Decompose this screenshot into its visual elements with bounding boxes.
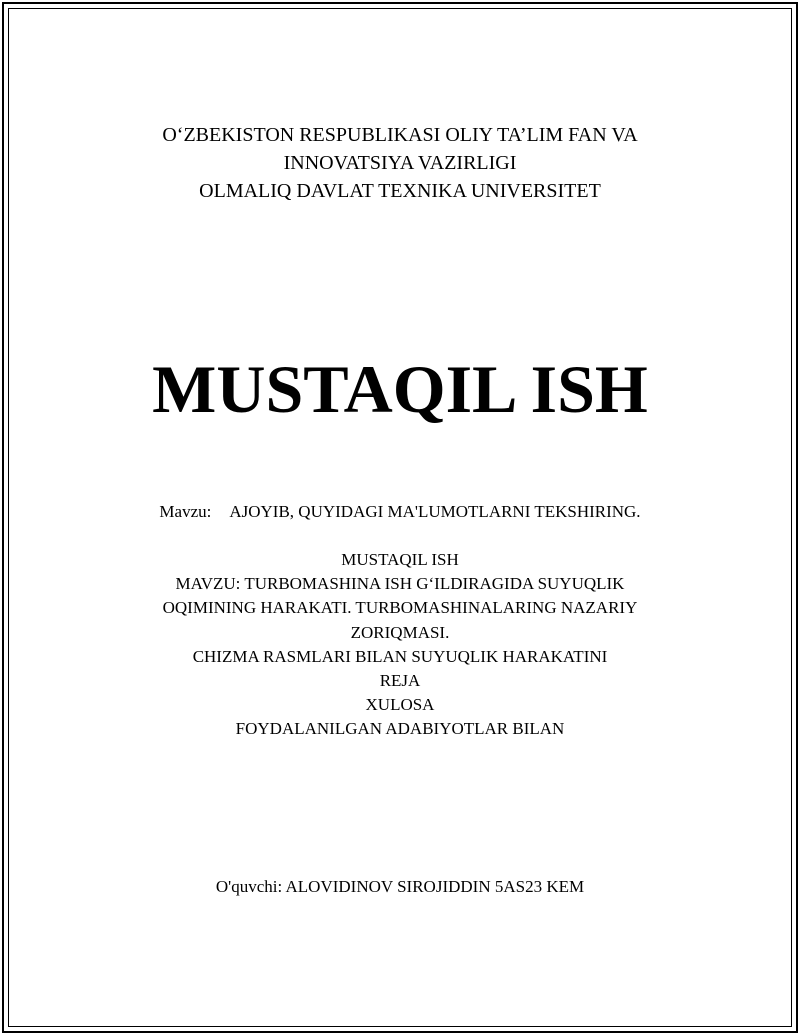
- institution-header: [0, 121, 800, 205]
- description-line: REJA: [379, 671, 421, 691]
- topic-label: Mavzu:: [159, 502, 212, 521]
- description-line: ZORIQMASI.: [350, 622, 450, 642]
- description-line: XULOSA: [365, 695, 435, 715]
- header-line-ministry-1: O‘ZBEKISTON RESPUBLIKASI OLIY TA’LIM FAN VA: [162, 124, 638, 146]
- header-line-university: OLMALIQ DAVLAT TEXNIKA UNIVERSITET: [199, 180, 601, 202]
- student-line: O'quvchi: ALOVIDINOV SIROJIDDIN 5AS23 KEM: [215, 877, 585, 896]
- header-line-ministry-2: INNOVATSIYA VAZIRLIGI: [283, 152, 517, 174]
- description-line: FOYDALANILGAN ADABIYOTLAR BILAN: [235, 719, 565, 739]
- topic-row: [0, 500, 800, 524]
- description-line: CHIZMA RASMLARI BILAN SUYUQLIK HARAKATINI: [192, 646, 608, 666]
- document-title: MUSTAQIL ISH: [152, 351, 648, 427]
- description-block: [0, 548, 800, 742]
- description-line: OQIMINING HARAKATI. TURBOMASHINALARING NAZARIY: [162, 598, 638, 618]
- description-line: MUSTAQIL ISH: [341, 550, 459, 569]
- description-line: MAVZU: TURBOMASHINA ISH G‘ILDIRAGIDA SUYUQLIK: [175, 574, 625, 594]
- topic-value: AJOYIB, QUYIDAGI MA'LUMOTLARNI TEKSHIRING.: [229, 502, 641, 521]
